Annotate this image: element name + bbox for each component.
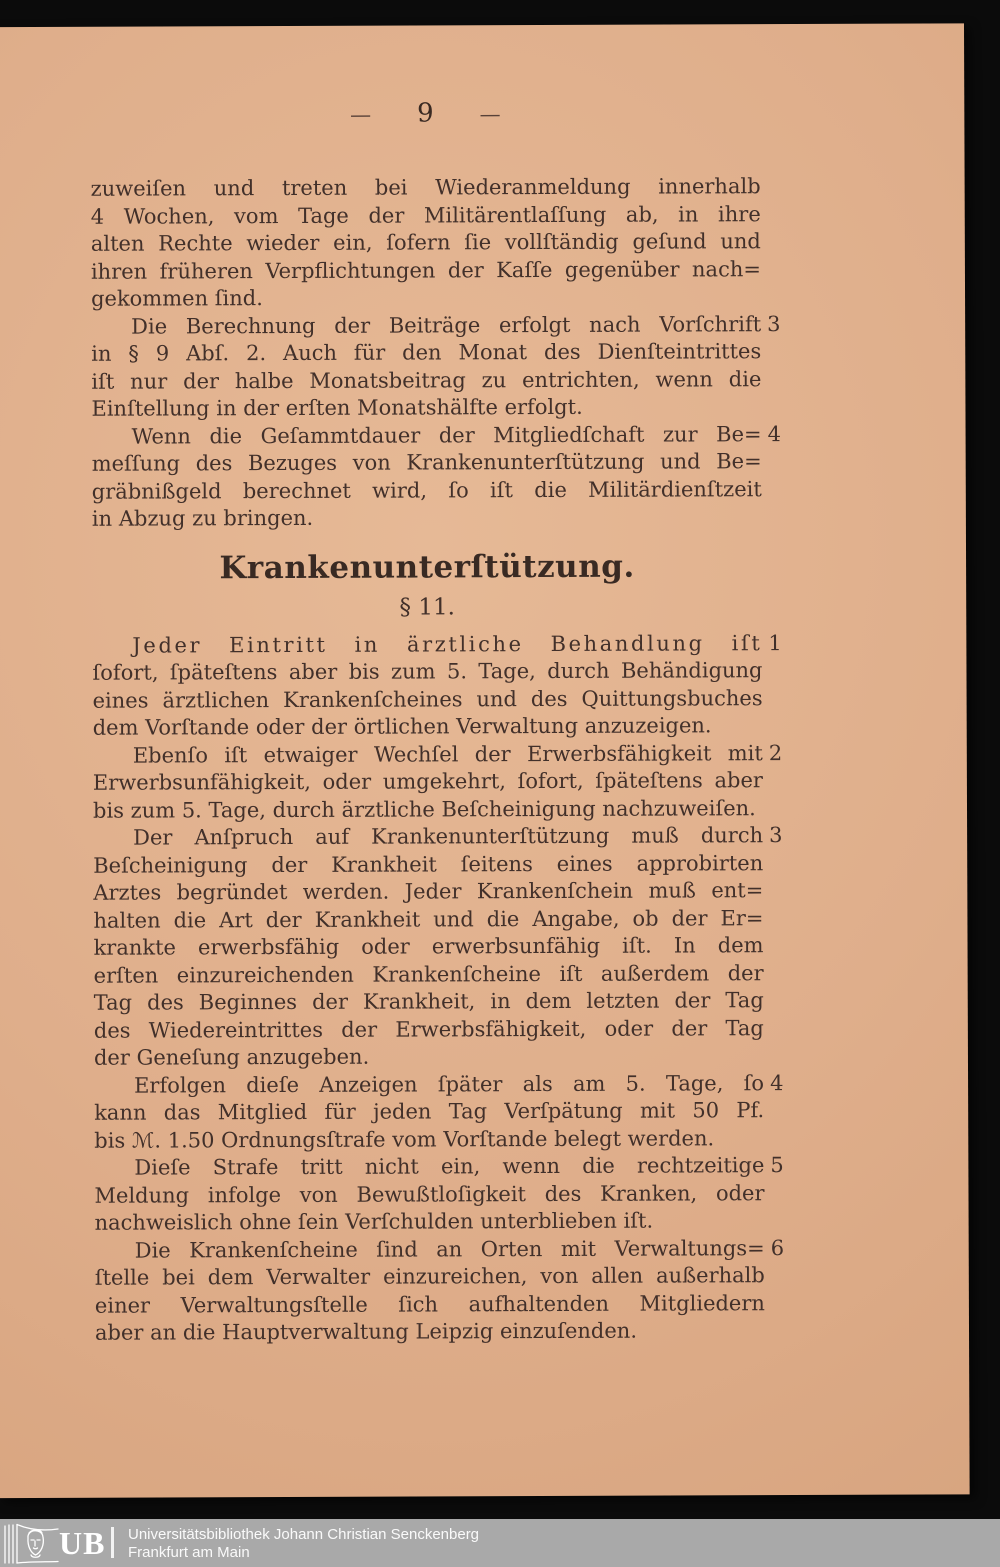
text-line: in § 9 Abſ. 2. Auch für den Monat des Dienſteintrittes — [91, 339, 762, 366]
margin-number: 6 — [770, 1235, 785, 1260]
paragraph — [94, 1152, 784, 1237]
section-title: Krankenunterſtützung. — [219, 548, 635, 586]
text-line: Meldung infolge von Bewußtloſigkeit des Kranken, oder — [94, 1180, 765, 1208]
text-line: aber an die Hauptverwaltung Leipzig einzuſenden. — [94, 1318, 638, 1345]
margin-number: 2 — [768, 740, 783, 765]
paragraph — [91, 421, 781, 534]
text-line: gekommen ſind. — [90, 286, 263, 311]
ub-logo-book-and-portrait-icon — [2, 1521, 60, 1565]
text-line: iſt nur der halbe Monatsbeitrag zu entrichten, wenn die — [91, 366, 762, 394]
text-line: Der Anſpruch auf Krankenunterſtützung muß durch — [133, 823, 764, 850]
paragraph — [91, 173, 762, 313]
header-dash-right: — — [479, 102, 501, 127]
margin-number: 3 — [769, 823, 783, 848]
text-line: Arztes begründet werden. Jeder Krankenſchein muß ent= — [93, 878, 764, 905]
paragraph — [92, 740, 783, 825]
document-text — [90, 173, 785, 1347]
text-line: Erfolgen dieſe Anzeigen ſpäter als am 5. Tage, ſo — [134, 1070, 765, 1098]
text-line: krankte erwerbsfähig oder erwerbsunfähig iſt. In dem — [93, 933, 764, 960]
text-line: Beſcheinigung der Krankheit ſeitens eines approbirten — [93, 850, 764, 878]
text-line: Wenn die Geſammtdauer der Mitgliedſchaft zur Be= — [131, 421, 762, 449]
text-line: Dieſe Strafe tritt nicht ein, wenn die rechtzeitige — [134, 1153, 765, 1180]
intro-paragraphs — [90, 173, 781, 533]
text-line: meſſung des Bezuges von Krankenunterſtützung und Be= — [91, 449, 762, 476]
margin-number: 4 — [767, 421, 781, 446]
margin-number: 1 — [768, 630, 782, 655]
margin-number: 3 — [767, 311, 781, 336]
paragraph — [94, 1070, 784, 1155]
text-line: in Abzug zu bringen. — [91, 505, 314, 531]
section-paragraph-mark: § 11. — [399, 593, 455, 621]
paragraph — [94, 1235, 785, 1348]
text-line: Tag des Beginnes der Krankheit, in dem letzten der Tag — [93, 988, 764, 1015]
text-line: eines ärztlichen Krankenſcheines und des Quittungsbuches — [92, 685, 763, 713]
margin-number: 5 — [770, 1153, 784, 1178]
text-line: Die Krankenſcheine ſind an Orten mit Verwaltungs= — [134, 1235, 765, 1263]
text-line: Ebenſo iſt etwaiger Wechſel der Erwerbsfähigkeit mit — [132, 740, 763, 768]
text-line: Erwerbsunfähigkeit, oder umgekehrt, ſofort, ſpäteſtens aber — [92, 768, 763, 795]
text-line: alten Rechte wieder ein, ſofern ſie vollſtändig geſund und — [90, 229, 761, 256]
text-line: bis zum 5. Tage, durch ärztliche Beſcheinigung nachzuweiſen. — [92, 795, 756, 823]
margin-number: 4 — [770, 1070, 784, 1095]
text-line: ſofort, ſpäteſtens aber bis zum 5. Tage, durch Behändigung — [92, 658, 763, 685]
paragraph — [93, 822, 783, 1072]
text-line: kann das Mitglied für jeden Tag Verſpätung mit 50 Pf. — [94, 1098, 765, 1125]
paragraph — [92, 630, 782, 743]
section-paragraphs — [92, 630, 785, 1348]
text-line: nachweislich ohne ſein Verſchulden unterblieben iſt. — [94, 1208, 654, 1235]
text-line: der Geneſung anzugeben. — [93, 1044, 370, 1070]
text-line: halten die Art der Krankheit und die Angabe, ob der Er= — [93, 905, 764, 933]
ub-monogram: UB — [59, 1525, 106, 1561]
text-line: einer Verwaltungsſtelle ſich aufhaltenden Mitgliedern — [94, 1290, 765, 1318]
text-line: ihren früheren Verpflichtungen der Kaſſe gegenüber nach= — [90, 256, 761, 284]
text-line: dem Vorſtande oder der örtlichen Verwaltung anzuzeigen. — [92, 713, 712, 740]
text-line: 4 Wochen, vom Tage der Militärentlaſſung ab, in ihre — [90, 201, 761, 229]
logo-divider — [111, 1527, 114, 1558]
text-line: ſtelle bei dem Verwalter einzureichen, von allen außerhalb — [94, 1263, 765, 1290]
text-line: Einſtellung in der erſten Monatshälfte erfolgt. — [91, 394, 583, 421]
library-name: Universitätsbibliothek Johann Christian Senckenberg — [128, 1526, 480, 1543]
text-line: Jeder Eintritt in ärztliche Behandlung iſt — [132, 630, 763, 658]
library-city: Frankfurt am Main — [128, 1544, 250, 1561]
text-line: erſten einzureichenden Krankenſcheine iſt außerdem der — [93, 960, 764, 988]
text-line: Die Berechnung der Beiträge erfolgt nach Vorſchrift — [131, 311, 762, 339]
text-line: gräbnißgeld berechnet wird, ſo iſt die Militärdienſtzeit — [91, 476, 762, 504]
text-line: des Wiedereintrittes der Erwerbsfähigkeit, oder der Tag — [93, 1015, 764, 1043]
text-line: zuweiſen und treten bei Wiederanmeldung innerhalb — [90, 174, 761, 201]
page-number: 9 — [416, 98, 434, 129]
scanned-page — [0, 23, 970, 1498]
library-banner — [0, 1519, 1000, 1567]
library-name-block — [128, 1526, 479, 1562]
page-number-header — [90, 97, 760, 130]
text-line: bis ℳ. 1.50 Ordnungsſtrafe vom Vorſtande belegt werden. — [94, 1125, 715, 1153]
header-dash-left: — — [350, 102, 372, 127]
paragraph — [91, 311, 781, 424]
